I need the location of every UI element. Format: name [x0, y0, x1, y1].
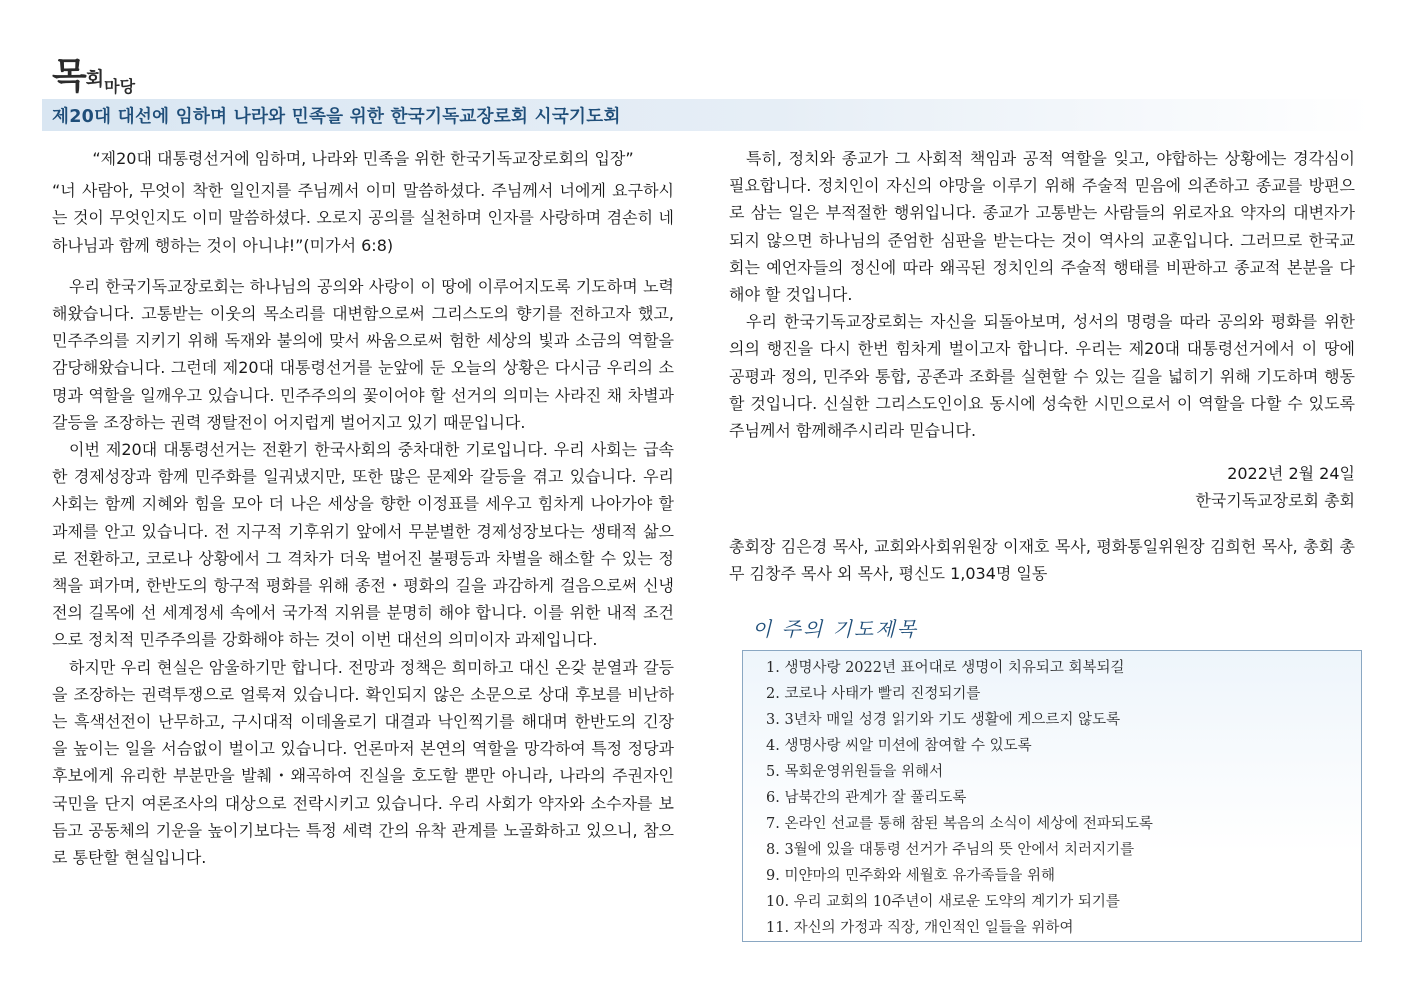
scripture-quote: “너 사람아, 무엇이 착한 일인지를 주님께서 이미 말씀하셨다. 주님께서 너에게 요구하시는 것이 무엇인지도 이미 말씀하셨다. 오로지 공의를 실천하며 인자를 사랑하며 겸손히 네 하나님과 함께 행하는 것이 아니냐!”(미가서 6:8) — [52, 181, 674, 255]
prayer-item: 6. 남북간의 관계가 잘 풀리도록 — [766, 790, 967, 806]
section-logo — [52, 48, 136, 97]
prayer-item: 8. 3월에 있을 대통령 선거가 주님의 뜻 안에서 치러지기를 — [766, 842, 1135, 858]
prayer-item: 1. 생명사랑 2022년 표어대로 생명이 치유되고 회복되길 — [766, 660, 1125, 676]
body-paragraph: 하지만 우리 현실은 암울하기만 합니다. 전망과 정책은 희미하고 대신 온갖 분열과 갈등을 조장하는 권력투쟁으로 얼룩져 있습니다. 확인되지 않은 소문으로 상대 후보를 비난하는 흑색선전이 난무하고, 구시대적 이데올로기 대결과 낙인찍기를 해대며 한반도의 긴장을 높이는 일을 서슴없이 벌이고 있습니다. 언론마저 본연의 역할을 망각하여 특정 정당과 후보에게 유리한 부분만을 발췌・왜곡하여 진실을 호도할 뿐만 아니라, 나라의 주권자인 국민을 단지 여론조사의 대상으로 전락시키고 있습니다. 우리 사회가 약자와 소수자를 보듬고 공동체의 기운을 높이기보다는 특정 세력 간의 유착 관계를 노골화하고 있으니, 참으로 통탄할 현실입니다. — [52, 657, 674, 868]
body-paragraph: 이번 제20대 대통령선거는 전환기 한국사회의 중차대한 기로입니다. 우리 사회는 급속한 경제성장과 함께 민주화를 일궈냈지만, 또한 많은 문제와 갈등을 겪고 있습니다. 우리 사회는 함께 지혜와 힘을 모아 더 나은 세상을 향한 이정표를 세우고 힘차게 나아가야 할 과제를 안고 있습니다. 전 지구적 기후위기 앞에서 무분별한 경제성장보다는 생태적 삶으로 전환하고, 코로나 상황에서 그 격차가 더욱 벌어진 불평등과 차별을 해소할 수 있는 정책을 펴가며, 한반도의 항구적 평화를 위해 종전・평화의 길을 과감하게 걸음으로써 신냉전의 길목에 선 세계정세 속에서 국가적 지위를 분명히 해야 합니다. 이를 위한 내적 조건으로 정치적 민주주의를 강화해야 하는 것이 이번 대선의 의미이자 과제입니다. — [52, 440, 674, 650]
prayer-item: 5. 목회운영위원들을 위해서 — [766, 764, 944, 780]
prayer-item: 3. 3년차 매일 성경 읽기와 기도 생활에 게으르지 않도록 — [766, 712, 1121, 728]
logo-madang: 마당 — [104, 77, 136, 96]
body-paragraph: 우리 한국기독교장로회는 자신을 되돌아보며, 성서의 명령을 따라 공의와 평화를 위한 의의 행진을 다시 한번 힘차게 벌이고자 합니다. 우리는 제20대 대통령선거에서 이 땅에 공평과 정의, 민주와 통합, 공존과 조화를 실현할 수 있는 길을 넓히기 위해 기도하며 행동할 것입니다. 신실한 그리스도인이요 동시에 성숙한 시민으로서 이 역할을 다할 수 있도록 주님께서 함께해주시리라 믿습니다. — [729, 312, 1355, 441]
prayer-item: 2. 코로나 사태가 빨리 진정되기를 — [766, 686, 981, 702]
statement-title: “제20대 대통령선거에 임하며, 나라와 민족을 위한 한국기독교장로회의 입장” — [92, 149, 634, 168]
signatories: 총회장 김은경 목사, 교회와사회위원장 이재호 목사, 평화통일위원장 김희헌 목사, 총회 총무 김창주 목사 외 목사, 평신도 1,034명 일동 — [729, 536, 1355, 583]
prayer-item: 9. 미얀마의 민주화와 세월호 유가족들을 위해 — [766, 868, 1056, 884]
prayer-item: 4. 생명사랑 씨알 미션에 참여할 수 있도록 — [766, 738, 1032, 754]
logo-char-mok: 목 — [52, 55, 86, 97]
prayer-topics-box — [742, 650, 1362, 942]
statement-date: 2022년 2월 24일 — [1227, 464, 1355, 484]
left-column — [52, 145, 674, 871]
issuing-organization: 한국기독교장로회 총회 — [1195, 491, 1355, 511]
prayer-item: 11. 자신의 가정과 직장, 개인적인 일들을 위하여 — [766, 920, 1074, 936]
body-paragraph: 특히, 정치와 종교가 그 사회적 책임과 공적 역할을 잊고, 야합하는 상황에는 경각심이 필요합니다. 정치인이 자신의 야망을 이루기 위해 주술적 믿음에 의존하고 종교를 방편으로 삼는 일은 부적절한 행위입니다. 종교가 고통받는 사람들의 위로자요 약자의 대변자가 되지 않으면 하나님의 준엄한 심판을 받는다는 것이 역사의 교훈입니다. 그러므로 한국교회는 예언자들의 정신에 따라 왜곡된 정치인의 주술적 행태를 비판하고 종교적 본분을 다해야 할 것입니다. — [729, 149, 1355, 305]
body-paragraph: 우리 한국기독교장로회는 하나님의 공의와 사랑이 이 땅에 이루어지도록 기도하며 노력해왔습니다. 고통받는 이웃의 목소리를 대변함으로써 그리스도의 향기를 전하고자 했고, 민주주의를 지키기 위해 독재와 불의에 맞서 싸움으로써 험한 세상의 빛과 소금의 역할을 감당해왔습니다. 그런데 제20대 대통령선거를 눈앞에 둔 오늘의 상황은 다시금 우리의 소명과 역할을 일깨우고 있습니다. 민주주의의 꽃이어야 할 선거의 의미는 사라진 채 차별과 갈등을 조장하는 권력 쟁탈전이 어지럽게 벌어지고 있기 때문입니다. — [52, 276, 674, 432]
logo-char-hoe: 회 — [85, 68, 105, 90]
page-headline: 제20대 대선에 임하며 나라와 민족을 위한 한국기독교장로회 시국기도회 — [52, 107, 621, 127]
right-column — [729, 145, 1355, 587]
prayer-topics-heading: 이 주의 기도제목 — [752, 617, 918, 641]
prayer-topics-list — [766, 655, 1361, 941]
prayer-item: 10. 우리 교회의 10주년이 새로운 도약의 계기가 되기를 — [766, 894, 1120, 910]
prayer-item: 7. 온라인 선교를 통해 참된 복음의 소식이 세상에 전파되도록 — [766, 816, 1153, 832]
